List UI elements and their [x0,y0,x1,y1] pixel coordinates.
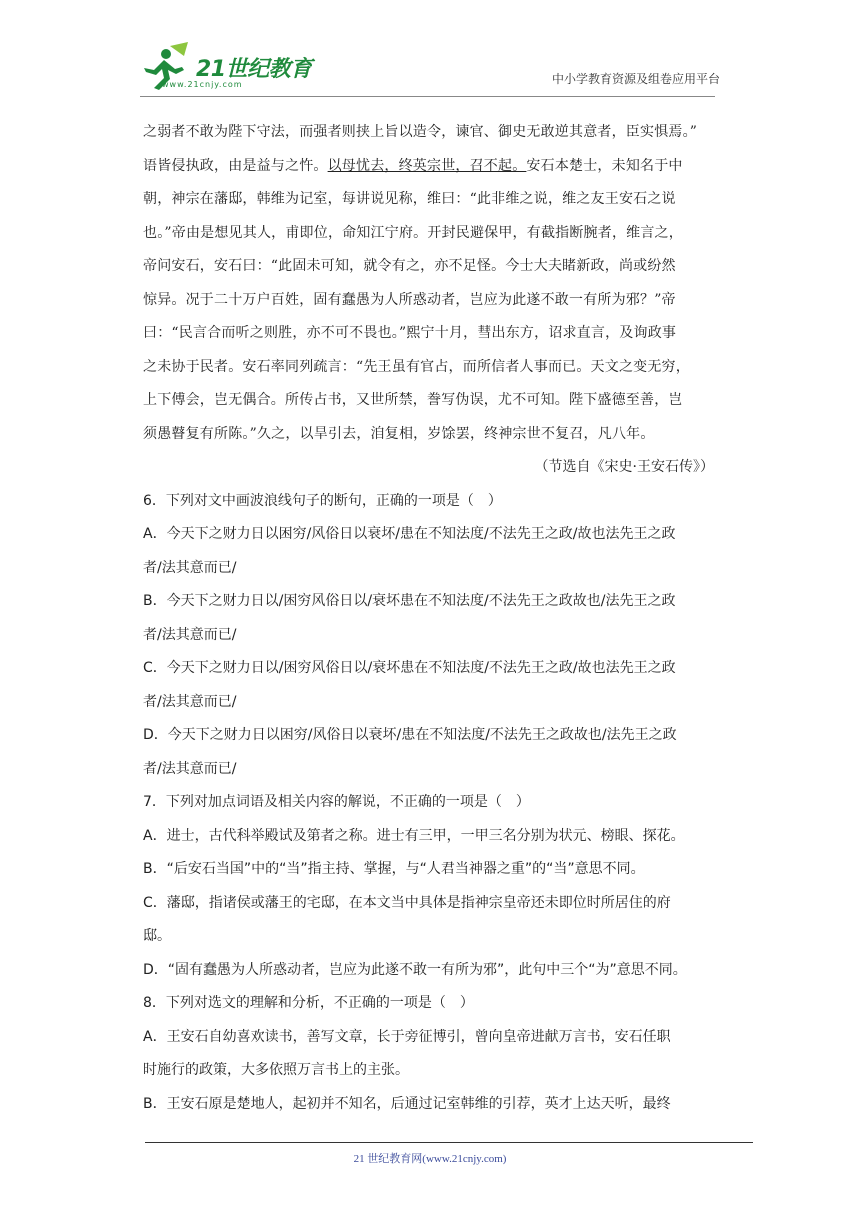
passage-line: 帝问安石，安石曰：“此固未可知，就令有之，亦不足怪。今士大夫睹新政，尚或纷然 [143,258,676,274]
passage-text: 安石本楚士，未知名于中 [526,157,683,174]
question-stem: 7．下列对加点词语及相关内容的解说，不正确的一项是（ ） [143,794,530,810]
option-a-cont: 者/法其意而已/ [143,559,237,576]
site-logo [140,40,340,98]
question-stem: 6．下列对文中画波浪线句子的断句，正确的一项是（ ） [143,492,502,509]
passage-text: 语皆侵执政，由是益与之忤。 [143,157,328,174]
option-d-cont: 者/法其意而已/ [143,760,237,777]
option-a: A．王安石自幼喜欢读书，善写文章，长于旁征博引，曾向皇帝进献万言书，安石任职 [143,1028,671,1045]
passage-line: 之未协于民者。安石率同列疏言：“先王虽有官占，而所信者人事而已。天文之变无穷， [143,358,690,375]
option-a-cont: 时施行的政策，大多依照万言书上的主张。 [143,1062,409,1078]
option-c-cont: 者/法其意而已/ [143,693,237,710]
option-b: B．王安石原是楚地人，起初并不知名，后通过记室韩维的引荐，英才上达天听，最终 [143,1095,671,1112]
passage-line [143,150,718,184]
option-c-cont: 邸。 [143,928,171,944]
header-divider [140,96,715,97]
platform-title: 中小学教育资源及组卷应用平台 [551,72,720,86]
footer-divider [145,1142,753,1143]
passage-line: 上下傅会，岂无偶合。所传占书，又世所禁，誊写伪误，尤不可知。陛下盛德至善，岂 [143,392,683,408]
option-a: A．今天下之财力日以困穷/风俗日以衰坏/患在不知法度/不法先王之政/故也法先王之政 [143,526,676,542]
option-d: D．“固有蠢愚为人所惑动者，岂应为此遂不敢一有所为邪”，此句中三个“为”意思不同。 [143,961,687,978]
page-header [140,40,720,98]
page-content [143,116,718,1121]
passage-source: （节选自《宋史·王安石传》） [534,459,714,475]
logo-url: www.21cnjy.com [162,80,243,89]
option-c: C．今天下之财力日以/困穷风俗日以/衰坏患在不知法度/不法先王之政/故也法先王之政 [143,660,676,676]
option-b: B．“后安石当国”中的“当”指主持、掌握，与“人君当神器之重”的“当”意思不同。 [143,861,645,877]
question-stem: 8．下列对选文的理解和分析，不正确的一项是（ ） [143,995,474,1011]
logo-text: 21世纪教育 [196,57,312,82]
passage-line: 惊异。况于二十万户百姓，固有蠢愚为人所惑动者，岂应为此遂不敢一有所为邪？”帝 [143,291,676,308]
option-b-cont: 者/法其意而已/ [143,626,237,643]
option-c: C．藩邸，指诸侯或藩王的宅邸，在本文当中具体是指神宗皇帝还未即位时所居住的府 [143,894,671,911]
passage-line: 须愚瞽复有所陈。”久之，以旱引去，洎复相，岁馀罢，终神宗世不复召，凡八年。 [143,425,655,442]
underlined-sentence: 以母忧去，终英宗世，召不起。 [327,157,527,174]
option-a: A．进士，古代科举殿试及第者之称。进士有三甲，一甲三名分别为状元、榜眼、探花。 [143,827,685,844]
passage-line: 之弱者不敢为陛下守法，而强者则挟上旨以造令，谏官、御史无敢逆其意者，臣实惧焉。” [143,124,698,140]
option-d: D．今天下之财力日以困穷/风俗日以衰坏/患在不知法度/不法先王之政故也/法先王之政 [143,727,677,743]
option-b: B．今天下之财力日以/困穷风俗日以/衰坏患在不知法度/不法先王之政故也/法先王之政 [143,593,676,609]
page-footer: 21 世纪教育网(www.21cnjy.com) [353,1153,507,1165]
passage-line: 曰：“民言合而听之则胜，亦不可不畏也。”熙宁十月，彗出东方，诏求直言，及询政事 [143,325,677,341]
passage-line: 也。”帝由是想见其人，甫即位，命知江宁府。开封民避保甲，有截指断腕者，维言之， [143,224,683,241]
passage-line: 朝，神宗在藩邸，韩维为记室，每讲说见称，维曰：“此非维之说，维之友王安石之说 [143,191,676,207]
